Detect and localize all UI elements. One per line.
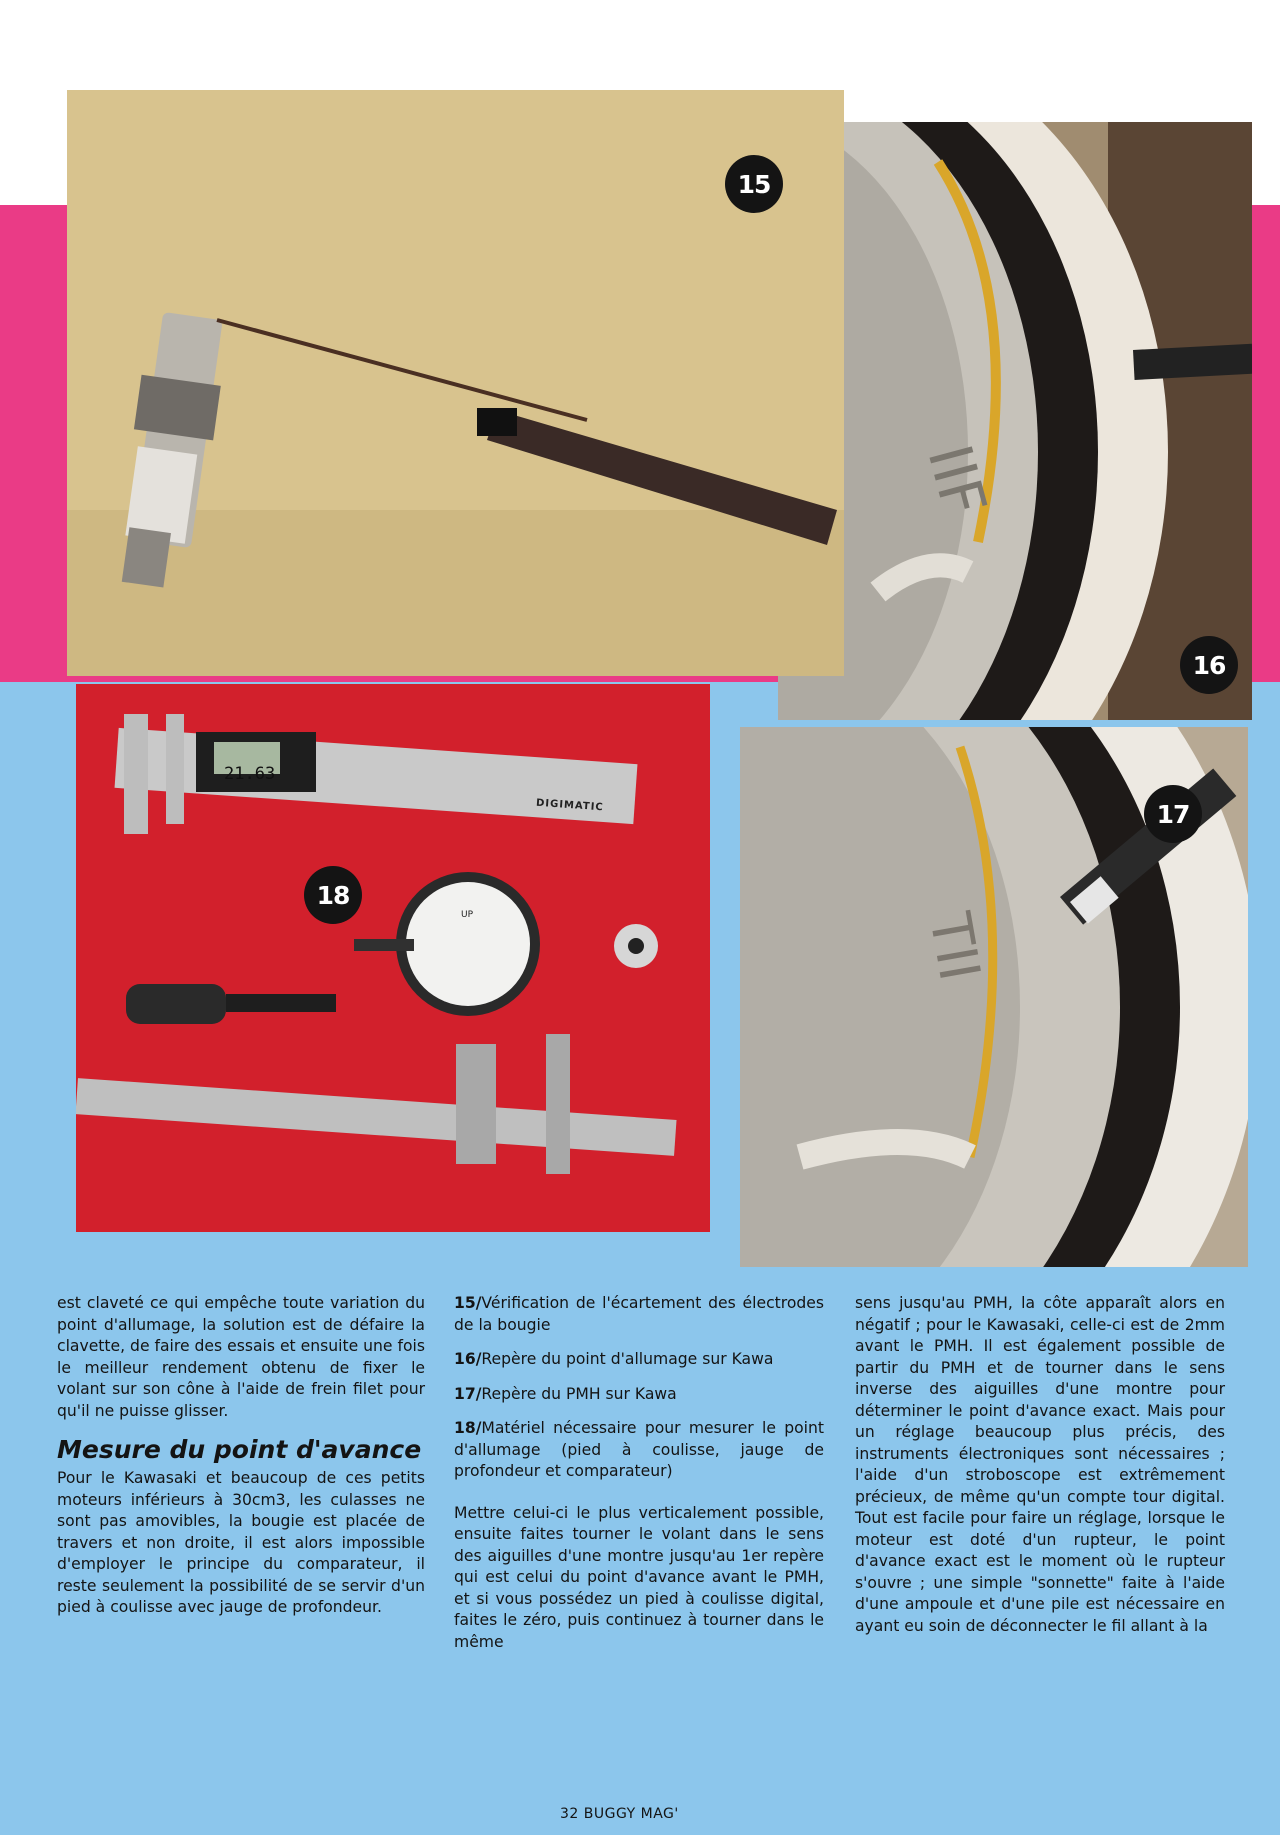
photo-16-badge: 16 [1180,636,1238,694]
photo-16-flywheel [778,122,1252,720]
caliper-display-reading: 21.63 [224,764,276,784]
caption-17: 17/Repère du PMH sur Kawa [454,1384,677,1403]
column3-body: sens jusqu'au PMH, la côte apparaît alors en négatif ; pour le Kawasaki, celle-ci est de 2mm avant le PMH. Il est également possible de partir du PMH et de tourner dans le sens inverse des aiguilles d'une montre pour déterminer le point d'avance exact. Mais pour un réglage beaucoup plus précis, des instruments électroniques sont nécessaires ; l'aide d'un stroboscope est extrêmement précieux, de même qu'un compte tour digital. Tout est facile pour faire un réglage, lorsque le moteur est doté d'un rupteur, le point d'avance exact est le moment où le rupteur s'ouvre ; une simple "sonnette" faite à l'aide d'une ampoule et d'une pile est nécessaire en ayant eu soin de déconnecter le fil allant à la [855,1294,1225,1635]
dial-brand-label: UP [461,910,474,920]
photo-17-badge: 17 [1144,785,1202,843]
text-column-2 [454,1293,824,1666]
column1-intro: est claveté ce qui empêche toute variation du point d'allumage, la solution est de défaire la clavette, de faire des essais et ensuite une fois le meilleur rendement obtenu de fixer le volant sur son cône à l'aide de frein filet pour qu'il ne puisse glisser. [57,1294,425,1420]
text-column-3 [855,1293,1225,1650]
caption-18: 18/Matériel nécessaire pour mesurer le point d'allumage (pied à coulisse, jauge de profondeur et comparateur) [454,1419,824,1480]
flywheel-illustration-16 [778,122,1252,720]
column1-body: Pour le Kawasaki et beaucoup de ces petits moteurs inférieurs à 30cm3, les culasses ne sont pas amovibles, la bougie est placée de travers et non droite, il est alors impossible d'employer le principe du comparateur, il reste seulement la possibilité de se servir d'un pied à coulisse avec jauge de profondeur. [57,1469,425,1616]
column2-body: Mettre celui-ci le plus verticalement possible, ensuite faites tourner le volant dans le sens des aiguilles d'une montre jusqu'au 1er repère qui est celui du point d'avance avant le PMH, et si vous possédez un pied à coulisse digital, faites le zéro, puis continuez à tourner dans le même [454,1503,824,1651]
text-column-1 [57,1293,425,1632]
section-heading-mesure: Mesure du point d'avance [57,1435,422,1464]
svg-text:TII: TII [916,908,992,986]
photo-15-badge: 15 [725,155,783,213]
page-folio: 32 BUGGY MAG' [560,1806,679,1822]
caliper-brand-label: DIGIMATIC [535,797,605,814]
photo-15-spark-plug [67,90,844,676]
photo-18-badge: 18 [304,866,362,924]
photo-18-tools [76,684,710,1232]
photo-17-flywheel [740,727,1248,1267]
caption-16: 16/Repère du point d'allumage sur Kawa [454,1350,774,1368]
svg-text:IIF: IIF [913,437,1000,524]
caption-15: 15/Vérification de l'écartement des électrodes de la bougie [454,1294,824,1334]
tools-illustration [76,684,710,1232]
